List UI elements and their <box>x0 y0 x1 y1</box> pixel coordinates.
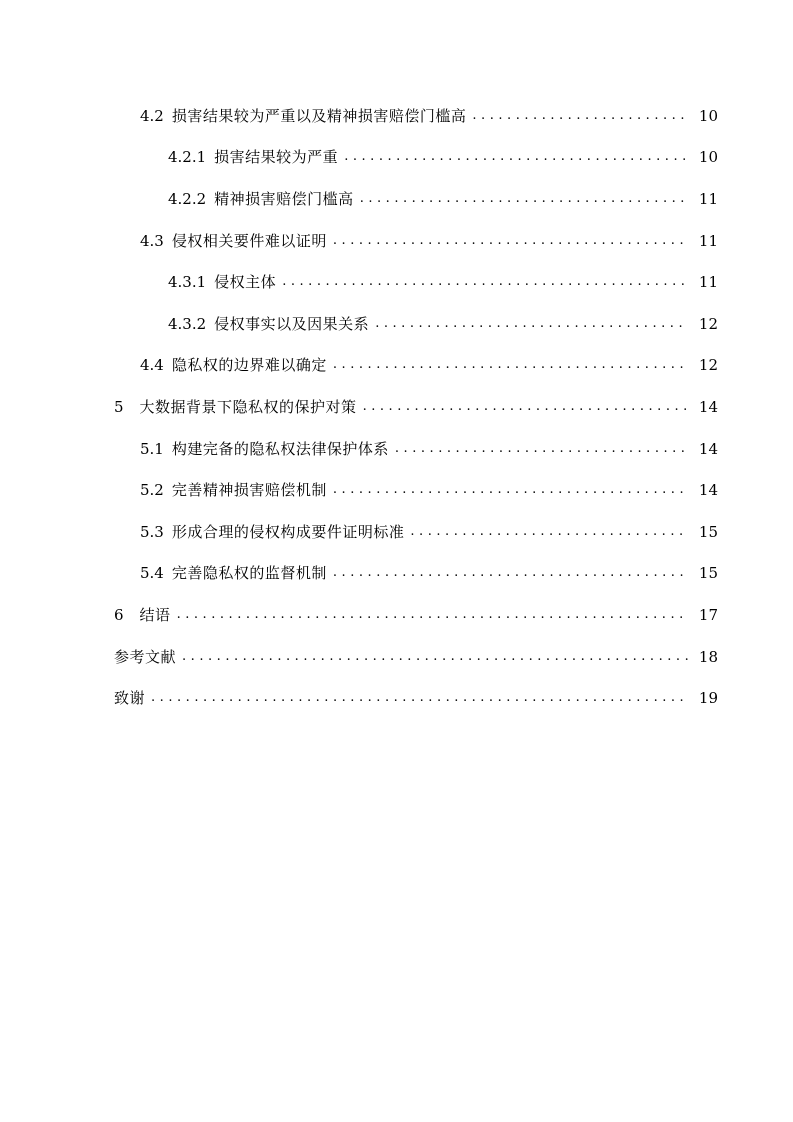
toc-entry[interactable] <box>0 511 793 553</box>
toc-entry[interactable] <box>0 95 793 137</box>
toc-dot-leader <box>410 522 688 542</box>
toc-entry-number: 4.3.2 <box>168 314 207 333</box>
toc-entry-number: 4.2.2 <box>168 189 207 208</box>
toc-entry[interactable] <box>0 594 793 636</box>
toc-entry-title: 致谢 <box>114 689 146 708</box>
toc-entry-number: 5.2 <box>140 481 164 500</box>
toc-entry-title: 损害结果较为严重 <box>214 148 339 167</box>
toc-entry-page: 14 <box>698 397 718 416</box>
toc-entry[interactable] <box>0 428 793 470</box>
toc-entry-number: 6 <box>114 605 124 624</box>
table-of-contents <box>0 95 793 719</box>
toc-entry[interactable] <box>0 178 793 220</box>
toc-entry-number: 5.1 <box>140 439 164 458</box>
toc-dot-leader <box>363 397 688 417</box>
toc-entry-title: 构建完备的隐私权法律保护体系 <box>171 439 389 458</box>
toc-entry[interactable] <box>0 303 793 345</box>
toc-entry-page: 11 <box>698 189 718 208</box>
toc-dot-leader <box>282 272 688 292</box>
toc-entry-title: 侵权事实以及因果关系 <box>214 314 370 333</box>
toc-entry-page: 15 <box>698 522 718 541</box>
toc-entry-title: 完善隐私权的监督机制 <box>171 564 327 583</box>
toc-entry[interactable] <box>0 345 793 387</box>
toc-dot-leader <box>375 314 688 334</box>
toc-entry-number: 5.4 <box>140 564 164 583</box>
toc-dot-leader <box>333 563 688 583</box>
toc-dot-leader <box>344 147 688 167</box>
toc-entry-number: 4.2 <box>140 106 164 125</box>
toc-entry-number: 5.3 <box>140 522 164 541</box>
toc-dot-leader <box>333 355 688 375</box>
toc-entry-page: 19 <box>698 689 718 708</box>
toc-entry-title: 隐私权的边界难以确定 <box>171 356 327 375</box>
toc-entry[interactable] <box>0 677 793 719</box>
toc-entry-title: 侵权相关要件难以证明 <box>171 231 327 250</box>
toc-entry[interactable] <box>0 553 793 595</box>
toc-entry-number: 4.3 <box>140 231 164 250</box>
toc-dot-leader <box>395 439 688 459</box>
toc-entry-page: 10 <box>698 106 718 125</box>
toc-dot-leader <box>151 688 688 708</box>
toc-dot-leader <box>472 106 688 126</box>
toc-entry-number: 5 <box>114 397 124 416</box>
toc-entry-page: 12 <box>698 314 718 333</box>
toc-entry-number: 4.3.1 <box>168 273 207 292</box>
toc-dot-leader <box>360 189 688 209</box>
toc-entry-title: 精神损害赔偿门槛高 <box>214 189 354 208</box>
toc-entry-page: 14 <box>698 481 718 500</box>
toc-entry-page: 15 <box>698 564 718 583</box>
toc-entry[interactable] <box>0 261 793 303</box>
toc-entry[interactable] <box>0 636 793 678</box>
toc-entry-page: 18 <box>698 647 718 666</box>
toc-entry-page: 11 <box>698 231 718 250</box>
toc-entry-page: 17 <box>698 605 718 624</box>
toc-dot-leader <box>182 647 688 667</box>
toc-entry-page: 10 <box>698 148 718 167</box>
toc-entry-number: 4.2.1 <box>168 148 207 167</box>
toc-entry[interactable] <box>0 386 793 428</box>
toc-dot-leader <box>333 231 688 251</box>
toc-entry-title: 完善精神损害赔偿机制 <box>171 481 327 500</box>
toc-entry-page: 14 <box>698 439 718 458</box>
toc-entry-title: 参考文献 <box>114 647 177 666</box>
toc-entry-page: 11 <box>698 273 718 292</box>
toc-entry-title: 结语 <box>139 605 171 624</box>
toc-entry-number: 4.4 <box>140 356 164 375</box>
toc-entry-title: 侵权主体 <box>214 273 277 292</box>
toc-dot-leader <box>177 605 688 625</box>
toc-entry[interactable] <box>0 137 793 179</box>
toc-entry-page: 12 <box>698 356 718 375</box>
toc-entry[interactable] <box>0 220 793 262</box>
toc-entry-title: 损害结果较为严重以及精神损害赔偿门槛高 <box>171 106 467 125</box>
toc-entry-title: 形成合理的侵权构成要件证明标准 <box>171 522 405 541</box>
toc-entry[interactable] <box>0 469 793 511</box>
toc-entry-title: 大数据背景下隐私权的保护对策 <box>139 397 357 416</box>
toc-dot-leader <box>333 480 688 500</box>
